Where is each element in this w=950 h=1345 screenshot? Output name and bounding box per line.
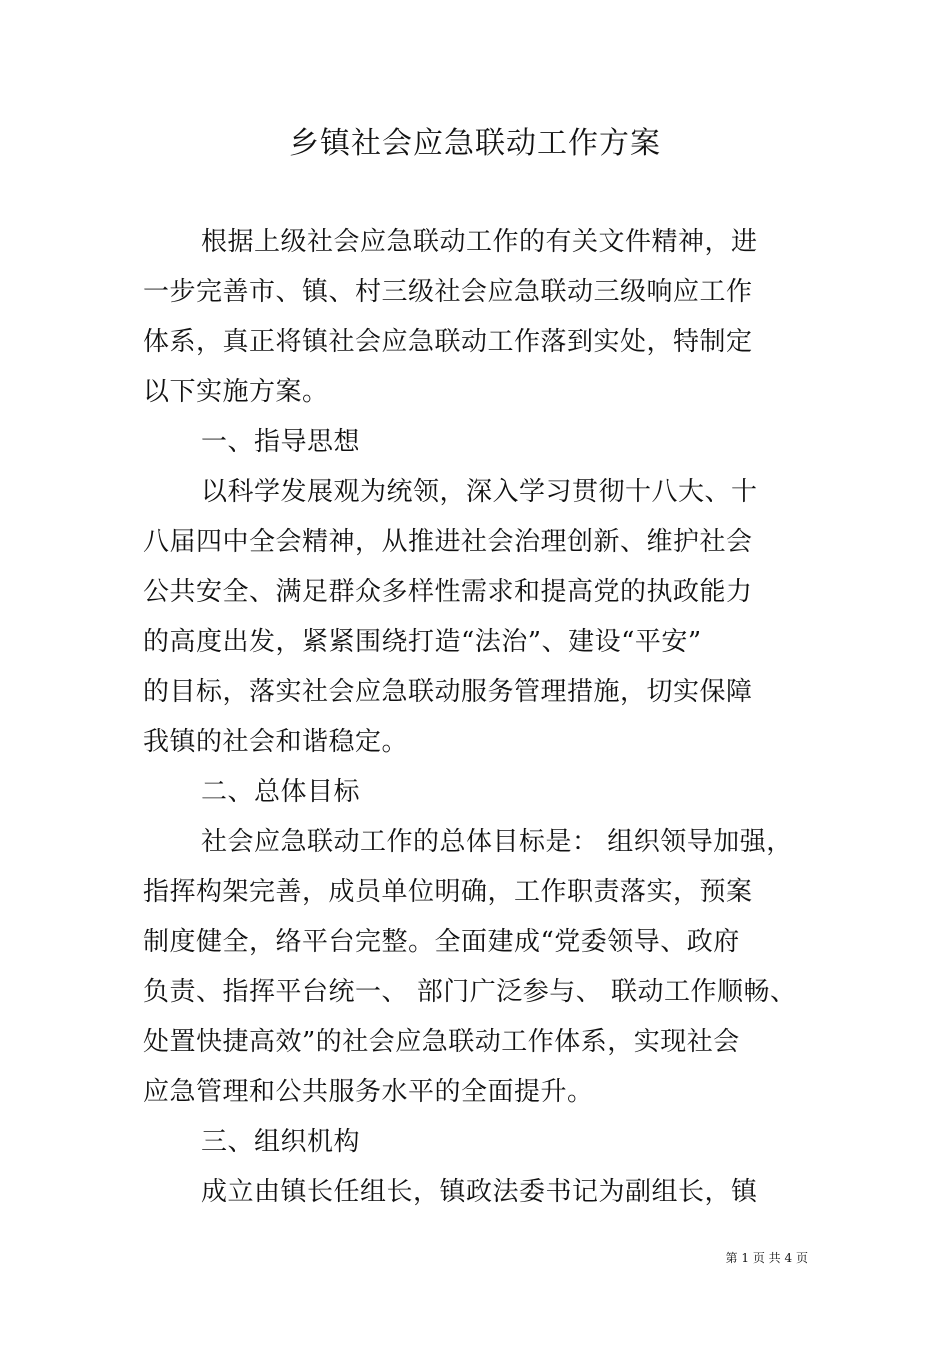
footer-total-pages: 4 (784, 1251, 793, 1265)
paragraph-line: 的目标，落实社会应急联动服务管理措施，切实保障 (143, 677, 753, 707)
section-heading: 一、指导思想 (201, 427, 361, 457)
footer-suffix: 页 (795, 1251, 808, 1265)
paragraph-line: 处置快捷高效”的社会应急联动工作体系，实现社会 (143, 1027, 740, 1057)
paragraph-line: 社会应急联动工作的总体目标是： 组织领导加强， (201, 827, 793, 857)
paragraph-line: 的高度出发，紧紧围绕打造“法治”、建设“平安” (143, 627, 702, 657)
paragraph-line: 公共安全、满足群众多样性需求和提高党的执政能力 (143, 577, 753, 607)
paragraph-line: 体系，真正将镇社会应急联动工作落到实处，特制定 (143, 327, 753, 357)
paragraph-line: 以下实施方案。 (143, 377, 329, 407)
paragraph-line: 以科学发展观为统领，深入学习贯彻十八大、十 (201, 477, 758, 507)
paragraph-line: 负责、指挥平台统一、 部门广泛参与、 联动工作顺畅、 (143, 977, 797, 1007)
footer-prefix: 第 (725, 1251, 738, 1265)
paragraph-line: 指挥构架完善，成员单位明确，工作职责落实，预案 (143, 877, 753, 907)
page-footer (0, 1249, 808, 1267)
paragraph-line: 我镇的社会和谐稳定。 (143, 727, 409, 757)
paragraph-line: 根据上级社会应急联动工作的有关文件精神，进 (201, 227, 758, 257)
document-title: 乡镇社会应急联动工作方案 (289, 126, 661, 161)
paragraph-line: 应急管理和公共服务水平的全面提升。 (143, 1077, 594, 1107)
footer-page-number: 1 (741, 1251, 750, 1265)
paragraph-line: 成立由镇长任组长，镇政法委书记为副组长，镇 (201, 1177, 758, 1207)
footer-middle: 页 共 (752, 1251, 781, 1265)
paragraph-line: 八届四中全会精神，从推进社会治理创新、维护社会 (143, 527, 753, 557)
section-heading: 二、总体目标 (201, 777, 361, 807)
paragraph-line: 制度健全，络平台完整。全面建成“党委领导、政府 (143, 927, 740, 957)
section-heading: 三、组织机构 (201, 1127, 361, 1157)
paragraph-line: 一步完善市、镇、村三级社会应急联动三级响应工作 (143, 277, 753, 307)
